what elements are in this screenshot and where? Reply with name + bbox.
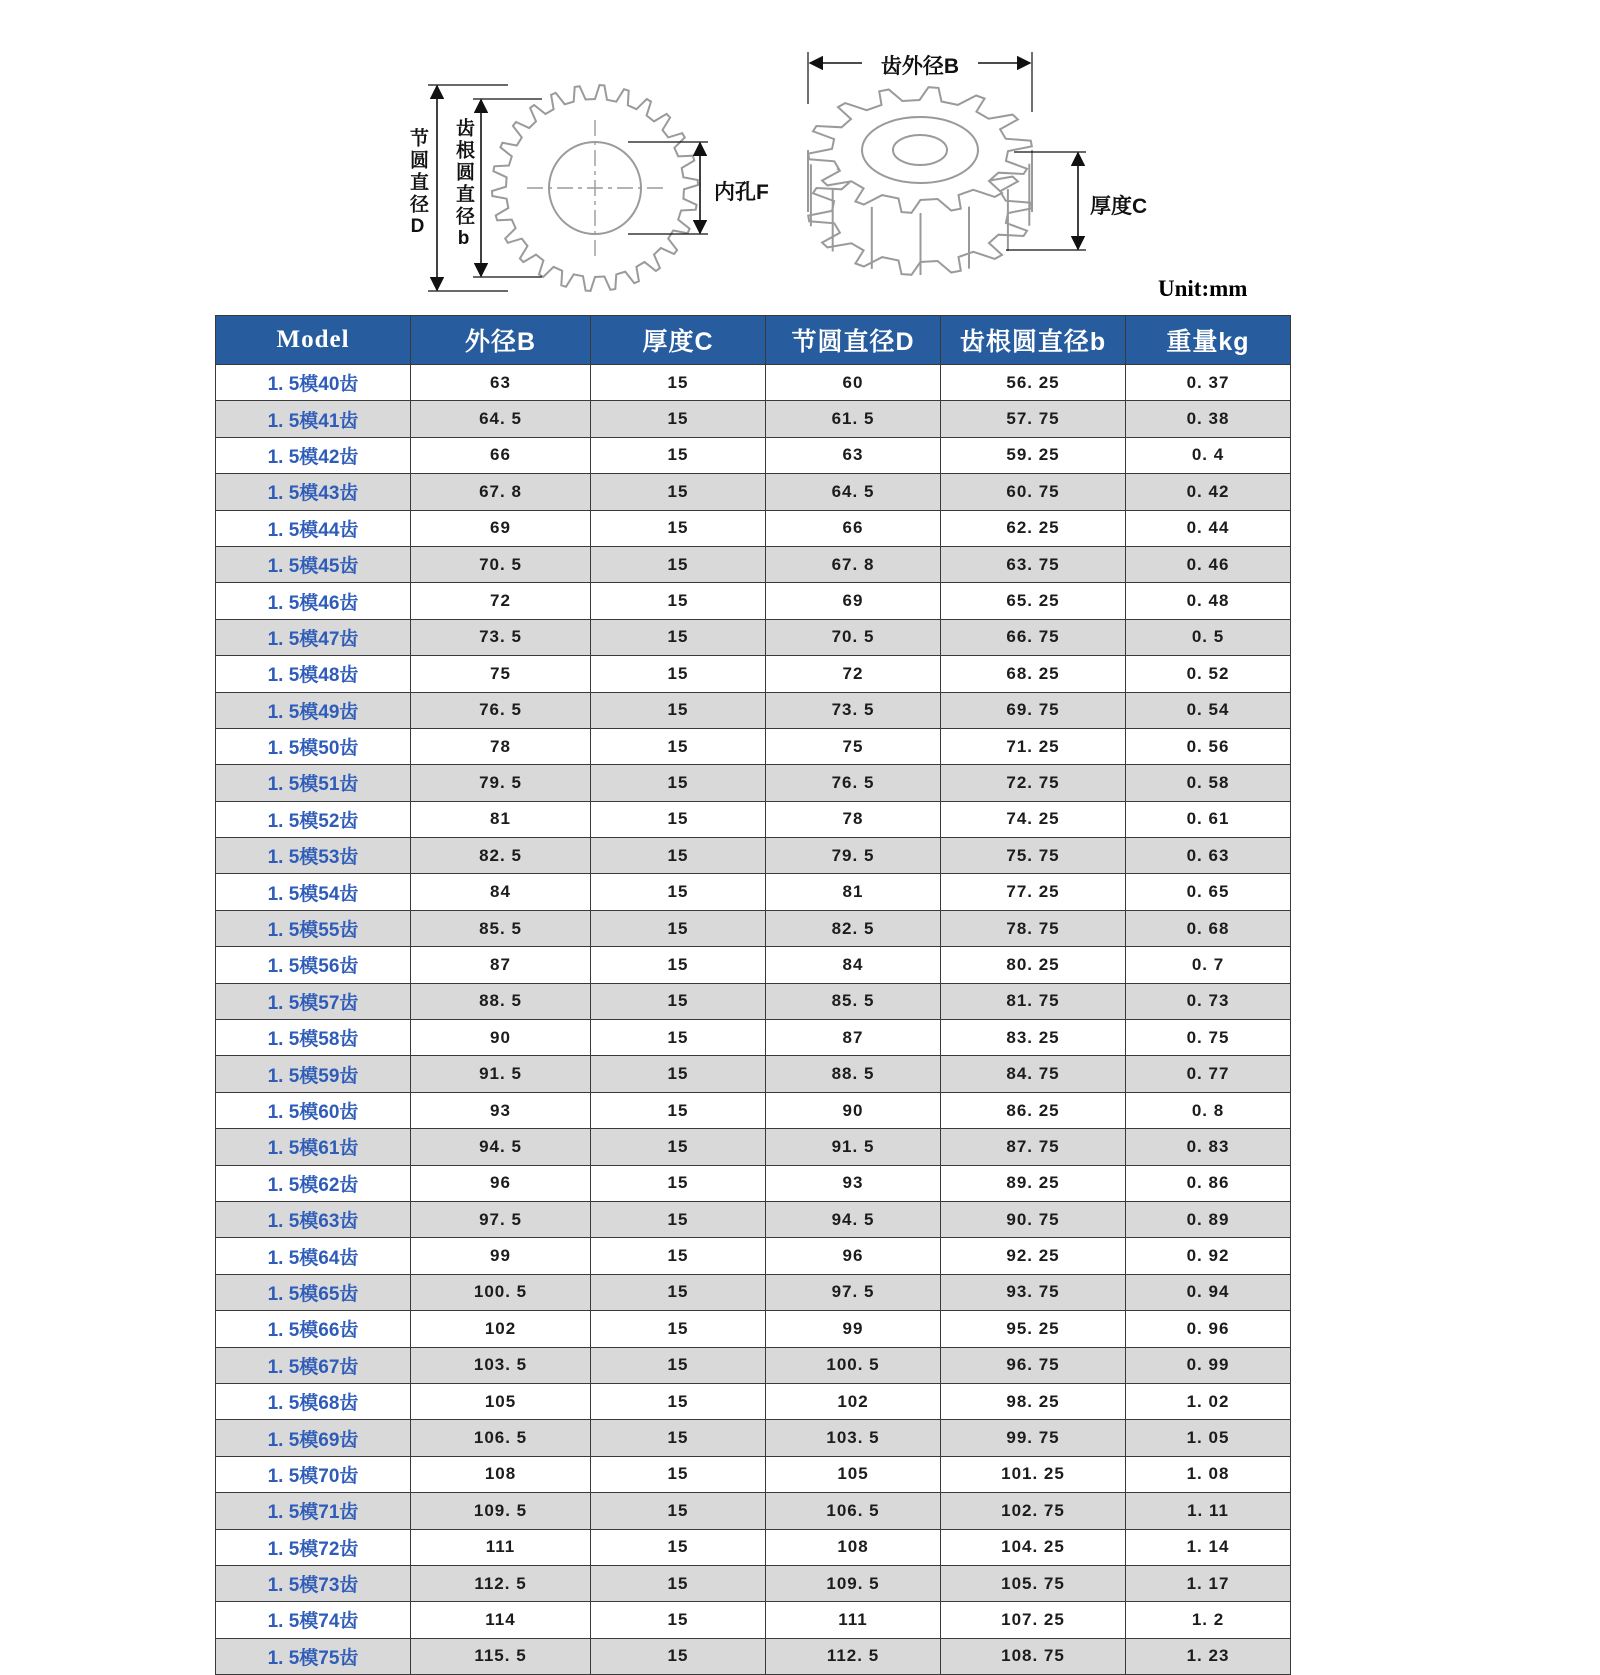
value-cell: 15 xyxy=(591,1602,766,1638)
value-cell: 76. 5 xyxy=(766,765,941,801)
header-row xyxy=(216,316,1291,365)
value-cell: 15 xyxy=(591,401,766,437)
value-cell: 15 xyxy=(591,1493,766,1529)
model-cell: 1. 5模47齿 xyxy=(216,619,411,655)
col-header-model: Model xyxy=(216,316,411,365)
table-row xyxy=(216,910,1291,946)
value-cell: 96. 75 xyxy=(941,1347,1126,1383)
value-cell: 80. 25 xyxy=(941,947,1126,983)
value-cell: 15 xyxy=(591,1311,766,1347)
value-cell: 86. 25 xyxy=(941,1092,1126,1128)
value-cell: 15 xyxy=(591,874,766,910)
value-cell: 109. 5 xyxy=(411,1493,591,1529)
value-cell: 108 xyxy=(766,1529,941,1565)
table-row xyxy=(216,1020,1291,1056)
value-cell: 0. 68 xyxy=(1126,910,1291,946)
value-cell: 105. 75 xyxy=(941,1565,1126,1601)
table-row xyxy=(216,1056,1291,1092)
value-cell: 71. 25 xyxy=(941,728,1126,764)
value-cell: 0. 8 xyxy=(1126,1092,1291,1128)
table-row xyxy=(216,1638,1291,1674)
value-cell: 1. 17 xyxy=(1126,1565,1291,1601)
value-cell: 82. 5 xyxy=(411,838,591,874)
model-cell: 1. 5模50齿 xyxy=(216,728,411,764)
value-cell: 1. 05 xyxy=(1126,1420,1291,1456)
model-cell: 1. 5模59齿 xyxy=(216,1056,411,1092)
value-cell: 0. 61 xyxy=(1126,801,1291,837)
value-cell: 0. 77 xyxy=(1126,1056,1291,1092)
model-cell: 1. 5模44齿 xyxy=(216,510,411,546)
value-cell: 83. 25 xyxy=(941,1020,1126,1056)
value-cell: 0. 99 xyxy=(1126,1347,1291,1383)
model-cell: 1. 5模60齿 xyxy=(216,1092,411,1128)
model-cell: 1. 5模62齿 xyxy=(216,1165,411,1201)
table-row xyxy=(216,1238,1291,1274)
model-cell: 1. 5模46齿 xyxy=(216,583,411,619)
value-cell: 91. 5 xyxy=(411,1056,591,1092)
value-cell: 75 xyxy=(766,728,941,764)
value-cell: 15 xyxy=(591,1638,766,1674)
table-row xyxy=(216,656,1291,692)
value-cell: 63. 75 xyxy=(941,546,1126,582)
value-cell: 65. 25 xyxy=(941,583,1126,619)
value-cell: 66 xyxy=(411,437,591,473)
value-cell: 15 xyxy=(591,583,766,619)
label-bore: 内孔F xyxy=(714,181,769,204)
table-row xyxy=(216,801,1291,837)
value-cell: 15 xyxy=(591,983,766,1019)
value-cell: 15 xyxy=(591,801,766,837)
value-cell: 15 xyxy=(591,1347,766,1383)
spec-table-header xyxy=(216,316,1291,365)
value-cell: 93 xyxy=(411,1092,591,1128)
model-cell: 1. 5模49齿 xyxy=(216,692,411,728)
value-cell: 78. 75 xyxy=(941,910,1126,946)
value-cell: 0. 75 xyxy=(1126,1020,1291,1056)
label-thickness: 厚度C xyxy=(1090,195,1148,218)
value-cell: 15 xyxy=(591,437,766,473)
value-cell: 15 xyxy=(591,546,766,582)
value-cell: 102 xyxy=(766,1383,941,1419)
value-cell: 1. 11 xyxy=(1126,1493,1291,1529)
value-cell: 15 xyxy=(591,1420,766,1456)
table-row xyxy=(216,583,1291,619)
value-cell: 15 xyxy=(591,1274,766,1310)
value-cell: 1. 02 xyxy=(1126,1383,1291,1419)
value-cell: 15 xyxy=(591,656,766,692)
table-row xyxy=(216,437,1291,473)
model-cell: 1. 5模61齿 xyxy=(216,1129,411,1165)
value-cell: 105 xyxy=(411,1383,591,1419)
value-cell: 88. 5 xyxy=(766,1056,941,1092)
value-cell: 0. 83 xyxy=(1126,1129,1291,1165)
value-cell: 1. 08 xyxy=(1126,1456,1291,1492)
value-cell: 0. 58 xyxy=(1126,765,1291,801)
value-cell: 84 xyxy=(766,947,941,983)
value-cell: 15 xyxy=(591,1056,766,1092)
value-cell: 0. 73 xyxy=(1126,983,1291,1019)
value-cell: 15 xyxy=(591,947,766,983)
value-cell: 15 xyxy=(591,1201,766,1237)
col-header-root-diameter: 齿根圆直径b xyxy=(941,316,1126,365)
value-cell: 60. 75 xyxy=(941,474,1126,510)
value-cell: 64. 5 xyxy=(766,474,941,510)
spec-table-container xyxy=(215,315,1291,1675)
table-row xyxy=(216,401,1291,437)
value-cell: 67. 8 xyxy=(411,474,591,510)
value-cell: 0. 89 xyxy=(1126,1201,1291,1237)
table-row xyxy=(216,1565,1291,1601)
value-cell: 100. 5 xyxy=(411,1274,591,1310)
value-cell: 76. 5 xyxy=(411,692,591,728)
model-cell: 1. 5模68齿 xyxy=(216,1383,411,1419)
model-cell: 1. 5模41齿 xyxy=(216,401,411,437)
value-cell: 0. 94 xyxy=(1126,1274,1291,1310)
value-cell: 99. 75 xyxy=(941,1420,1126,1456)
value-cell: 0. 37 xyxy=(1126,365,1291,401)
value-cell: 87 xyxy=(411,947,591,983)
model-cell: 1. 5模55齿 xyxy=(216,910,411,946)
table-row xyxy=(216,546,1291,582)
value-cell: 90 xyxy=(411,1020,591,1056)
model-cell: 1. 5模70齿 xyxy=(216,1456,411,1492)
value-cell: 0. 63 xyxy=(1126,838,1291,874)
value-cell: 0. 92 xyxy=(1126,1238,1291,1274)
table-row xyxy=(216,1383,1291,1419)
value-cell: 96 xyxy=(411,1165,591,1201)
value-cell: 89. 25 xyxy=(941,1165,1126,1201)
value-cell: 104. 25 xyxy=(941,1529,1126,1565)
table-row xyxy=(216,619,1291,655)
table-row xyxy=(216,874,1291,910)
value-cell: 66. 75 xyxy=(941,619,1126,655)
value-cell: 68. 25 xyxy=(941,656,1126,692)
value-cell: 81 xyxy=(766,874,941,910)
value-cell: 85. 5 xyxy=(411,910,591,946)
value-cell: 15 xyxy=(591,1456,766,1492)
model-cell: 1. 5模40齿 xyxy=(216,365,411,401)
model-cell: 1. 5模75齿 xyxy=(216,1638,411,1674)
table-row xyxy=(216,1129,1291,1165)
value-cell: 70. 5 xyxy=(411,546,591,582)
table-row xyxy=(216,474,1291,510)
value-cell: 96 xyxy=(766,1238,941,1274)
col-header-outer-diameter: 外径B xyxy=(411,316,591,365)
label-root-diameter: 齿根圆直径b xyxy=(453,118,474,252)
value-cell: 82. 5 xyxy=(766,910,941,946)
value-cell: 94. 5 xyxy=(766,1201,941,1237)
value-cell: 0. 4 xyxy=(1126,437,1291,473)
value-cell: 0. 46 xyxy=(1126,546,1291,582)
value-cell: 0. 56 xyxy=(1126,728,1291,764)
value-cell: 93 xyxy=(766,1165,941,1201)
value-cell: 15 xyxy=(591,765,766,801)
table-row xyxy=(216,1311,1291,1347)
gear-diagrams xyxy=(0,0,1600,312)
model-cell: 1. 5模56齿 xyxy=(216,947,411,983)
table-row xyxy=(216,1201,1291,1237)
front-view-gear-drawing xyxy=(492,85,698,291)
col-header-pitch-diameter: 节圆直径D xyxy=(766,316,941,365)
spec-table-body xyxy=(216,365,1291,1675)
value-cell: 111 xyxy=(411,1529,591,1565)
table-row xyxy=(216,983,1291,1019)
value-cell: 102. 75 xyxy=(941,1493,1126,1529)
value-cell: 97. 5 xyxy=(411,1201,591,1237)
model-cell: 1. 5模54齿 xyxy=(216,874,411,910)
label-outer-diameter: 齿外径B xyxy=(880,55,960,78)
value-cell: 79. 5 xyxy=(411,765,591,801)
value-cell: 0. 96 xyxy=(1126,1311,1291,1347)
value-cell: 106. 5 xyxy=(411,1420,591,1456)
model-cell: 1. 5模63齿 xyxy=(216,1201,411,1237)
model-cell: 1. 5模53齿 xyxy=(216,838,411,874)
value-cell: 72 xyxy=(766,656,941,692)
iso-view-gear-drawing xyxy=(808,87,1032,275)
value-cell: 87 xyxy=(766,1020,941,1056)
value-cell: 84. 75 xyxy=(941,1056,1126,1092)
table-row xyxy=(216,765,1291,801)
value-cell: 0. 38 xyxy=(1126,401,1291,437)
model-cell: 1. 5模45齿 xyxy=(216,546,411,582)
value-cell: 106. 5 xyxy=(766,1493,941,1529)
value-cell: 105 xyxy=(766,1456,941,1492)
table-row xyxy=(216,1347,1291,1383)
value-cell: 60 xyxy=(766,365,941,401)
table-row xyxy=(216,947,1291,983)
value-cell: 1. 2 xyxy=(1126,1602,1291,1638)
table-row xyxy=(216,1274,1291,1310)
value-cell: 108. 75 xyxy=(941,1638,1126,1674)
value-cell: 78 xyxy=(766,801,941,837)
table-row xyxy=(216,365,1291,401)
value-cell: 15 xyxy=(591,1129,766,1165)
model-cell: 1. 5模42齿 xyxy=(216,437,411,473)
model-cell: 1. 5模57齿 xyxy=(216,983,411,1019)
value-cell: 109. 5 xyxy=(766,1565,941,1601)
model-cell: 1. 5模74齿 xyxy=(216,1602,411,1638)
value-cell: 15 xyxy=(591,1092,766,1128)
value-cell: 15 xyxy=(591,910,766,946)
table-row xyxy=(216,728,1291,764)
value-cell: 77. 25 xyxy=(941,874,1126,910)
col-header-thickness: 厚度C xyxy=(591,316,766,365)
value-cell: 67. 8 xyxy=(766,546,941,582)
value-cell: 0. 42 xyxy=(1126,474,1291,510)
value-cell: 114 xyxy=(411,1602,591,1638)
table-row xyxy=(216,1529,1291,1565)
value-cell: 90. 75 xyxy=(941,1201,1126,1237)
value-cell: 101. 25 xyxy=(941,1456,1126,1492)
value-cell: 78 xyxy=(411,728,591,764)
value-cell: 93. 75 xyxy=(941,1274,1126,1310)
model-cell: 1. 5模51齿 xyxy=(216,765,411,801)
value-cell: 99 xyxy=(411,1238,591,1274)
value-cell: 15 xyxy=(591,838,766,874)
value-cell: 69 xyxy=(411,510,591,546)
value-cell: 72 xyxy=(411,583,591,619)
value-cell: 87. 75 xyxy=(941,1129,1126,1165)
model-cell: 1. 5模64齿 xyxy=(216,1238,411,1274)
value-cell: 111 xyxy=(766,1602,941,1638)
value-cell: 103. 5 xyxy=(411,1347,591,1383)
value-cell: 74. 25 xyxy=(941,801,1126,837)
value-cell: 97. 5 xyxy=(766,1274,941,1310)
value-cell: 15 xyxy=(591,1020,766,1056)
value-cell: 15 xyxy=(591,1165,766,1201)
value-cell: 0. 7 xyxy=(1126,947,1291,983)
value-cell: 56. 25 xyxy=(941,365,1126,401)
model-cell: 1. 5模67齿 xyxy=(216,1347,411,1383)
value-cell: 98. 25 xyxy=(941,1383,1126,1419)
value-cell: 15 xyxy=(591,1238,766,1274)
value-cell: 95. 25 xyxy=(941,1311,1126,1347)
value-cell: 0. 52 xyxy=(1126,656,1291,692)
value-cell: 0. 65 xyxy=(1126,874,1291,910)
value-cell: 103. 5 xyxy=(766,1420,941,1456)
model-cell: 1. 5模66齿 xyxy=(216,1311,411,1347)
table-row xyxy=(216,1456,1291,1492)
value-cell: 81 xyxy=(411,801,591,837)
value-cell: 0. 44 xyxy=(1126,510,1291,546)
value-cell: 0. 54 xyxy=(1126,692,1291,728)
value-cell: 91. 5 xyxy=(766,1129,941,1165)
value-cell: 99 xyxy=(766,1311,941,1347)
value-cell: 72. 75 xyxy=(941,765,1126,801)
value-cell: 15 xyxy=(591,1565,766,1601)
value-cell: 94. 5 xyxy=(411,1129,591,1165)
value-cell: 57. 75 xyxy=(941,401,1126,437)
value-cell: 112. 5 xyxy=(766,1638,941,1674)
value-cell: 15 xyxy=(591,1383,766,1419)
model-cell: 1. 5模65齿 xyxy=(216,1274,411,1310)
value-cell: 0. 86 xyxy=(1126,1165,1291,1201)
value-cell: 62. 25 xyxy=(941,510,1126,546)
unit-label: Unit:mm xyxy=(1158,276,1248,301)
model-cell: 1. 5模52齿 xyxy=(216,801,411,837)
model-cell: 1. 5模69齿 xyxy=(216,1420,411,1456)
spec-table xyxy=(215,315,1291,1675)
model-cell: 1. 5模71齿 xyxy=(216,1493,411,1529)
value-cell: 108 xyxy=(411,1456,591,1492)
model-cell: 1. 5模48齿 xyxy=(216,656,411,692)
value-cell: 92. 25 xyxy=(941,1238,1126,1274)
value-cell: 61. 5 xyxy=(766,401,941,437)
value-cell: 69 xyxy=(766,583,941,619)
value-cell: 63 xyxy=(766,437,941,473)
col-header-weight: 重量kg xyxy=(1126,316,1291,365)
table-row xyxy=(216,692,1291,728)
value-cell: 66 xyxy=(766,510,941,546)
value-cell: 69. 75 xyxy=(941,692,1126,728)
value-cell: 84 xyxy=(411,874,591,910)
value-cell: 100. 5 xyxy=(766,1347,941,1383)
value-cell: 15 xyxy=(591,365,766,401)
table-row xyxy=(216,838,1291,874)
value-cell: 85. 5 xyxy=(766,983,941,1019)
table-row xyxy=(216,1165,1291,1201)
value-cell: 102 xyxy=(411,1311,591,1347)
table-row xyxy=(216,1092,1291,1128)
value-cell: 75. 75 xyxy=(941,838,1126,874)
value-cell: 15 xyxy=(591,692,766,728)
table-row xyxy=(216,1420,1291,1456)
value-cell: 15 xyxy=(591,619,766,655)
table-row xyxy=(216,510,1291,546)
value-cell: 70. 5 xyxy=(766,619,941,655)
value-cell: 107. 25 xyxy=(941,1602,1126,1638)
value-cell: 81. 75 xyxy=(941,983,1126,1019)
value-cell: 75 xyxy=(411,656,591,692)
value-cell: 112. 5 xyxy=(411,1565,591,1601)
model-cell: 1. 5模73齿 xyxy=(216,1565,411,1601)
value-cell: 73. 5 xyxy=(766,692,941,728)
value-cell: 64. 5 xyxy=(411,401,591,437)
value-cell: 1. 14 xyxy=(1126,1529,1291,1565)
model-cell: 1. 5模72齿 xyxy=(216,1529,411,1565)
label-pitch-diameter: 节圆直径D xyxy=(407,128,428,240)
value-cell: 79. 5 xyxy=(766,838,941,874)
value-cell: 0. 5 xyxy=(1126,619,1291,655)
value-cell: 15 xyxy=(591,1529,766,1565)
value-cell: 0. 48 xyxy=(1126,583,1291,619)
value-cell: 15 xyxy=(591,474,766,510)
value-cell: 88. 5 xyxy=(411,983,591,1019)
value-cell: 15 xyxy=(591,728,766,764)
value-cell: 73. 5 xyxy=(411,619,591,655)
model-cell: 1. 5模58齿 xyxy=(216,1020,411,1056)
model-cell: 1. 5模43齿 xyxy=(216,474,411,510)
value-cell: 115. 5 xyxy=(411,1638,591,1674)
value-cell: 15 xyxy=(591,510,766,546)
value-cell: 90 xyxy=(766,1092,941,1128)
table-row xyxy=(216,1493,1291,1529)
value-cell: 63 xyxy=(411,365,591,401)
value-cell: 1. 23 xyxy=(1126,1638,1291,1674)
table-row xyxy=(216,1602,1291,1638)
value-cell: 59. 25 xyxy=(941,437,1126,473)
